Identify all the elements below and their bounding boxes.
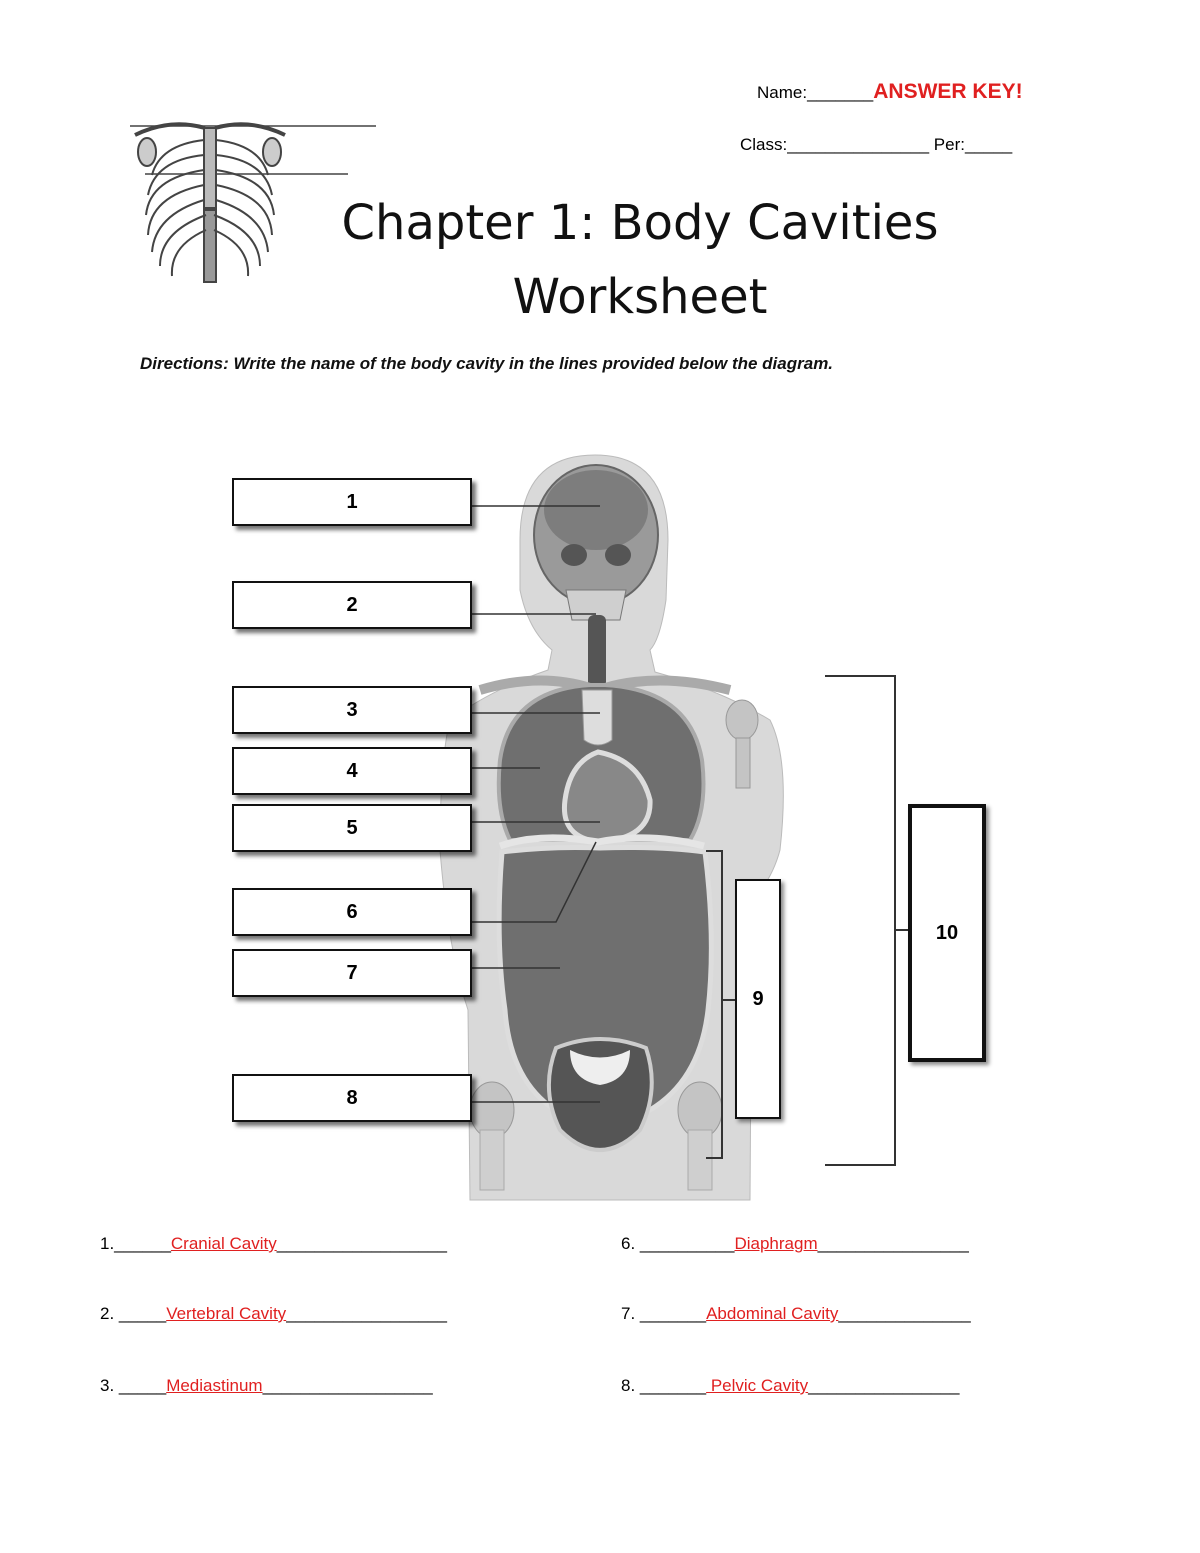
- answer-8-value: Pelvic Cavity: [706, 1376, 809, 1395]
- label-box-7: 7: [232, 949, 472, 997]
- label-box-5: 5: [232, 804, 472, 852]
- answer-8-num: 8. _______: [621, 1376, 707, 1395]
- label-box-10: 10: [908, 804, 986, 1062]
- answer-8-tail: ________________: [808, 1376, 960, 1395]
- answer-6: [621, 1234, 969, 1254]
- answer-6-value: Diaphragm: [734, 1234, 818, 1253]
- answer-2-value: Vertebral Cavity: [166, 1304, 287, 1323]
- name-label: Name:_______: [757, 83, 874, 102]
- answer-6-num: 6. __________: [621, 1234, 735, 1253]
- answer-7-num: 7. _______: [621, 1304, 707, 1323]
- answer-8: [621, 1376, 959, 1396]
- label-box-4: 4: [232, 747, 472, 795]
- pelvic-cavity: [549, 1039, 652, 1150]
- bracket-10: [825, 676, 895, 1165]
- answer-1-num: 1.______: [100, 1234, 171, 1253]
- answer-2-num: 2. _____: [100, 1304, 167, 1323]
- answer-1: [100, 1234, 447, 1254]
- answer-7: [621, 1304, 971, 1324]
- answer-7-tail: ______________: [838, 1304, 971, 1323]
- title-line-1: Chapter 1: Body Cavities: [341, 195, 939, 251]
- title-line-2: Worksheet: [512, 269, 768, 325]
- label-box-1: 1: [232, 478, 472, 526]
- answer-3-tail: __________________: [262, 1376, 433, 1395]
- answer-2: [100, 1304, 447, 1324]
- label-box-6: 6: [232, 888, 472, 936]
- mediastinum: [582, 690, 612, 745]
- vertebral-column: [588, 615, 606, 690]
- label-box-3: 3: [232, 686, 472, 734]
- answer-1-value: Cranial Cavity: [170, 1234, 277, 1253]
- label-box-2: 2: [232, 581, 472, 629]
- answer-2-tail: _________________: [286, 1304, 447, 1323]
- answer-3: [100, 1376, 433, 1396]
- directions-text: Directions: Write the name of the body cavity in the lines provided below the diagram.: [140, 354, 834, 373]
- answer-6-tail: ________________: [817, 1234, 969, 1253]
- label-box-9: 9: [735, 879, 781, 1119]
- answer-key-badge: ANSWER KEY!: [873, 80, 1023, 103]
- label-box-8: 8: [232, 1074, 472, 1122]
- class-line: Class:_______________ Per:_____: [740, 135, 1013, 154]
- answer-7-value: Abdominal Cavity: [706, 1304, 839, 1323]
- answer-3-num: 3. _____: [100, 1376, 167, 1395]
- answer-3-value: Mediastinum: [166, 1376, 263, 1395]
- answer-1-tail: __________________: [276, 1234, 447, 1253]
